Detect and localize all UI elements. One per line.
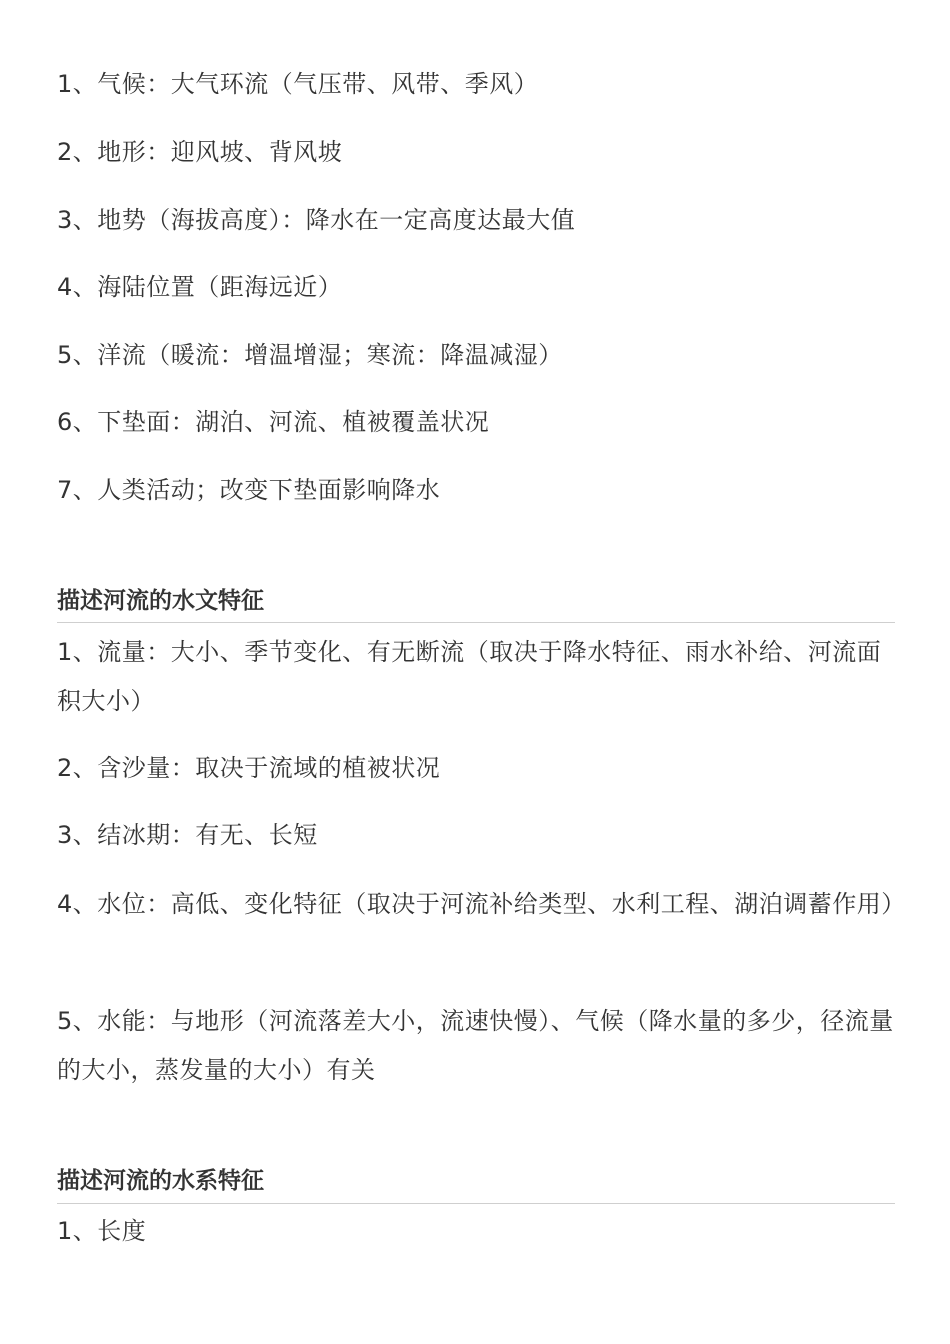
section-heading-river-system: 描述河流的水系特征 bbox=[57, 1168, 264, 1194]
list-item: 7、人类活动；改变下垫面影响降水 bbox=[57, 476, 441, 504]
list-item: 1、长度 bbox=[57, 1217, 147, 1245]
list-item: 6、下垫面：湖泊、河流、植被覆盖状况 bbox=[57, 408, 490, 436]
list-item: 2、地形：迎风坡、背风坡 bbox=[57, 138, 343, 166]
section-heading-hydrology: 描述河流的水文特征 bbox=[57, 588, 264, 614]
list-item: 5、水能：与地形（河流落差大小，流速快慢）、气候（降水量的多少，径流量的大小，蒸发量的大小）有关 bbox=[57, 1007, 894, 1084]
list-item: 5、洋流（暖流：增温增湿；寒流：降温减湿） bbox=[57, 341, 563, 369]
list-item: 3、结冰期：有无、长短 bbox=[57, 821, 318, 849]
list-item: 2、含沙量：取决于流域的植被状况 bbox=[57, 754, 441, 782]
section-divider bbox=[57, 1203, 895, 1204]
list-item: 1、流量：大小、季节变化、有无断流（取决于降水特征、雨水补给、河流面积大小） bbox=[57, 638, 882, 715]
section-divider bbox=[57, 622, 895, 623]
list-item: 4、水位：高低、变化特征（取决于河流补给类型、水利工程、湖泊调蓄作用） bbox=[57, 890, 906, 918]
document-page bbox=[57, 0, 906, 1245]
precipitation-factors-list bbox=[57, 0, 895, 504]
list-item: 3、地势（海拔高度）：降水在一定高度达最大值 bbox=[57, 206, 576, 234]
list-item: 4、海陆位置（距海远近） bbox=[57, 273, 343, 301]
list-item: 1、气候：大气环流（气压带、风带、季风） bbox=[57, 70, 539, 98]
